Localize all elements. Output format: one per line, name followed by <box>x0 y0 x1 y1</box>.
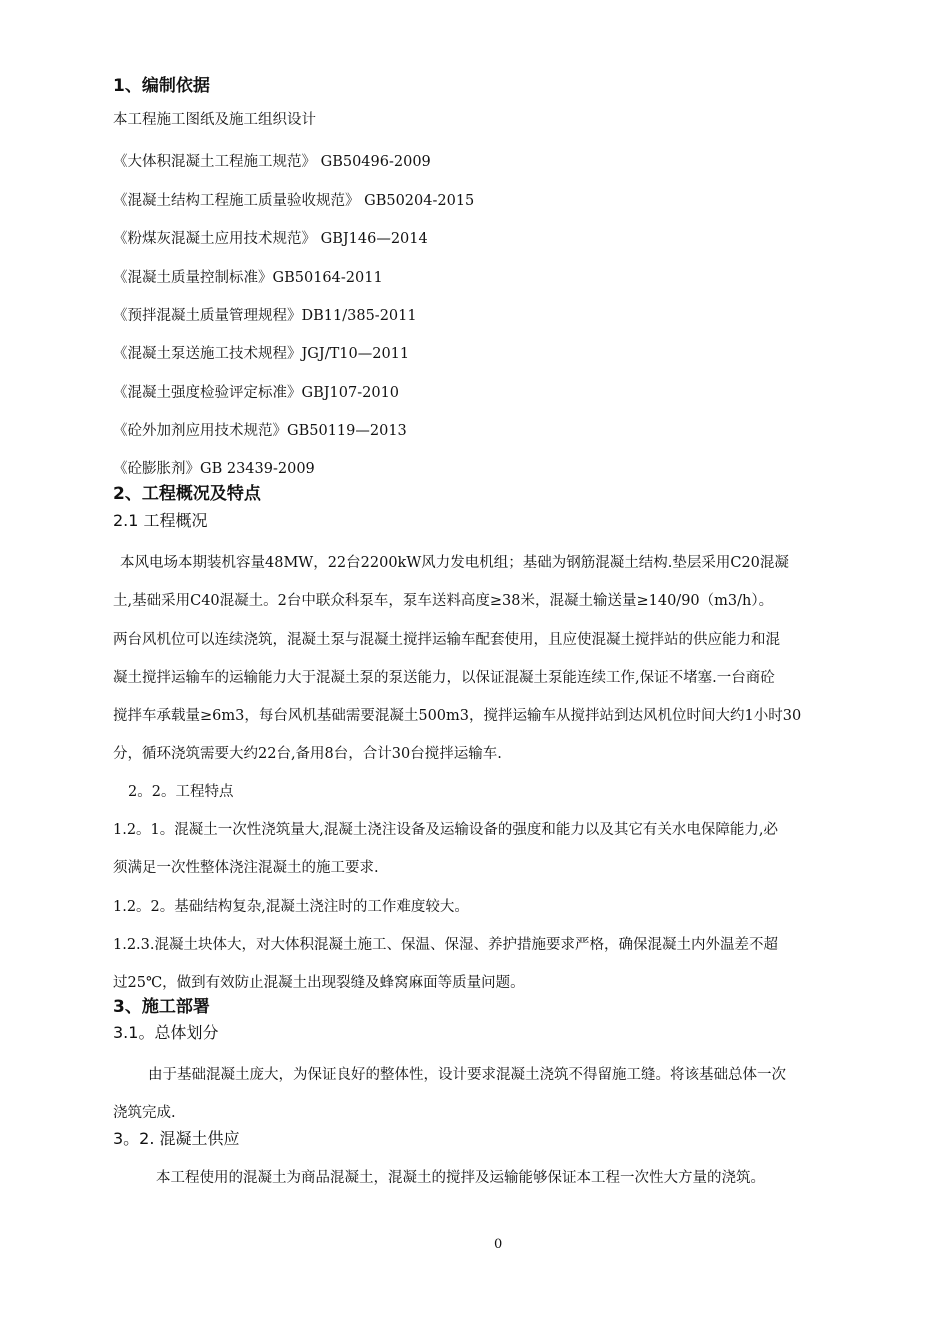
section-1-title: 1、编制依据 <box>113 76 210 96</box>
reference-line: 《大体积混凝土工程施工规范》 GB50496-2009 <box>113 154 431 170</box>
section-3-title: 3、施工部署 <box>113 997 210 1017</box>
paragraph-line: 由于基础混凝土庞大，为保证良好的整体性，设计要求混凝土浇筑不得留施工缝。将该基础总体一次 <box>148 1067 786 1083</box>
page-number: 0 <box>494 1237 503 1252</box>
section-3-2-title: 3。2. 混凝土供应 <box>113 1129 240 1148</box>
reference-line: 《砼外加剂应用技术规范》GB50119—2013 <box>113 423 407 439</box>
reference-line: 《混凝土泵送施工技术规程》JGJ/T10—2011 <box>113 346 410 362</box>
section-3-1-title: 3.1。总体划分 <box>113 1023 219 1042</box>
section-2-1-title: 2.1 工程概况 <box>113 511 208 530</box>
paragraph-line: 须满足一次性整体浇注混凝土的施工要求. <box>113 860 379 876</box>
paragraph-line: 搅拌车承载量≥6m3，每台风机基础需要混凝土500m3，搅拌运输车从搅拌站到达风机位时间大约1小时30 <box>113 708 802 724</box>
paragraph-line: 分，循环浇筑需要大约22台,备用8台，合计30台搅拌运输车. <box>113 746 502 762</box>
section-2-title: 2、工程概况及特点 <box>113 484 261 504</box>
paragraph-line: 1.2。1。混凝土一次性浇筑量大,混凝土浇注设备及运输设备的强度和能力以及其它有关水电保障能力,必 <box>113 822 778 838</box>
paragraph-line: 浇筑完成. <box>113 1105 176 1121</box>
reference-line: 《混凝土结构工程施工质量验收规范》 GB50204-2015 <box>113 193 475 209</box>
reference-line: 《粉煤灰混凝土应用技术规范》 GBJ146—2014 <box>113 231 428 247</box>
paragraph-line: 本风电场本期装机容量48MW，22台2200kW风力发电机组；基础为钢筋混凝土结构.垫层采用C20混凝 <box>120 555 789 571</box>
reference-line: 本工程施工图纸及施工组织设计 <box>113 112 316 128</box>
paragraph-line: 凝土搅拌运输车的运输能力大于混凝土泵的泵送能力，以保证混凝土泵能连续工作,保证不堵塞.一台商砼 <box>113 670 775 686</box>
reference-line: 《预拌混凝土质量管理规程》DB11/385-2011 <box>113 308 417 324</box>
reference-line: 《混凝土质量控制标准》GB50164-2011 <box>113 270 383 286</box>
section-2-2-title: 2。2。工程特点 <box>128 784 234 800</box>
paragraph-line: 土,基础采用C40混凝土。2台中联众科泵车，泵车送料高度≥38米，混凝土输送量≥140/90（m3/h）。 <box>113 593 774 609</box>
reference-line: 《混凝土强度检验评定标准》GBJ107-2010 <box>113 385 400 401</box>
paragraph-line: 过25℃，做到有效防止混凝土出现裂缝及蜂窝麻面等质量问题。 <box>113 975 525 991</box>
reference-line: 《砼膨胀剂》GB 23439-2009 <box>113 461 315 477</box>
paragraph-line: 两台风机位可以连续浇筑，混凝土泵与混凝土搅拌运输车配套使用，且应使混凝土搅拌站的供应能力和混 <box>113 632 780 648</box>
paragraph-line: 1.2。2。基础结构复杂,混凝土浇注时的工作难度较大。 <box>113 899 469 915</box>
paragraph-line: 本工程使用的混凝土为商品混凝土，混凝土的搅拌及运输能够保证本工程一次性大方量的浇筑。 <box>156 1170 765 1186</box>
paragraph-line: 1.2.3.混凝土块体大，对大体积混凝土施工、保温、保湿、养护措施要求严格，确保混凝土内外温差不超 <box>113 937 778 953</box>
